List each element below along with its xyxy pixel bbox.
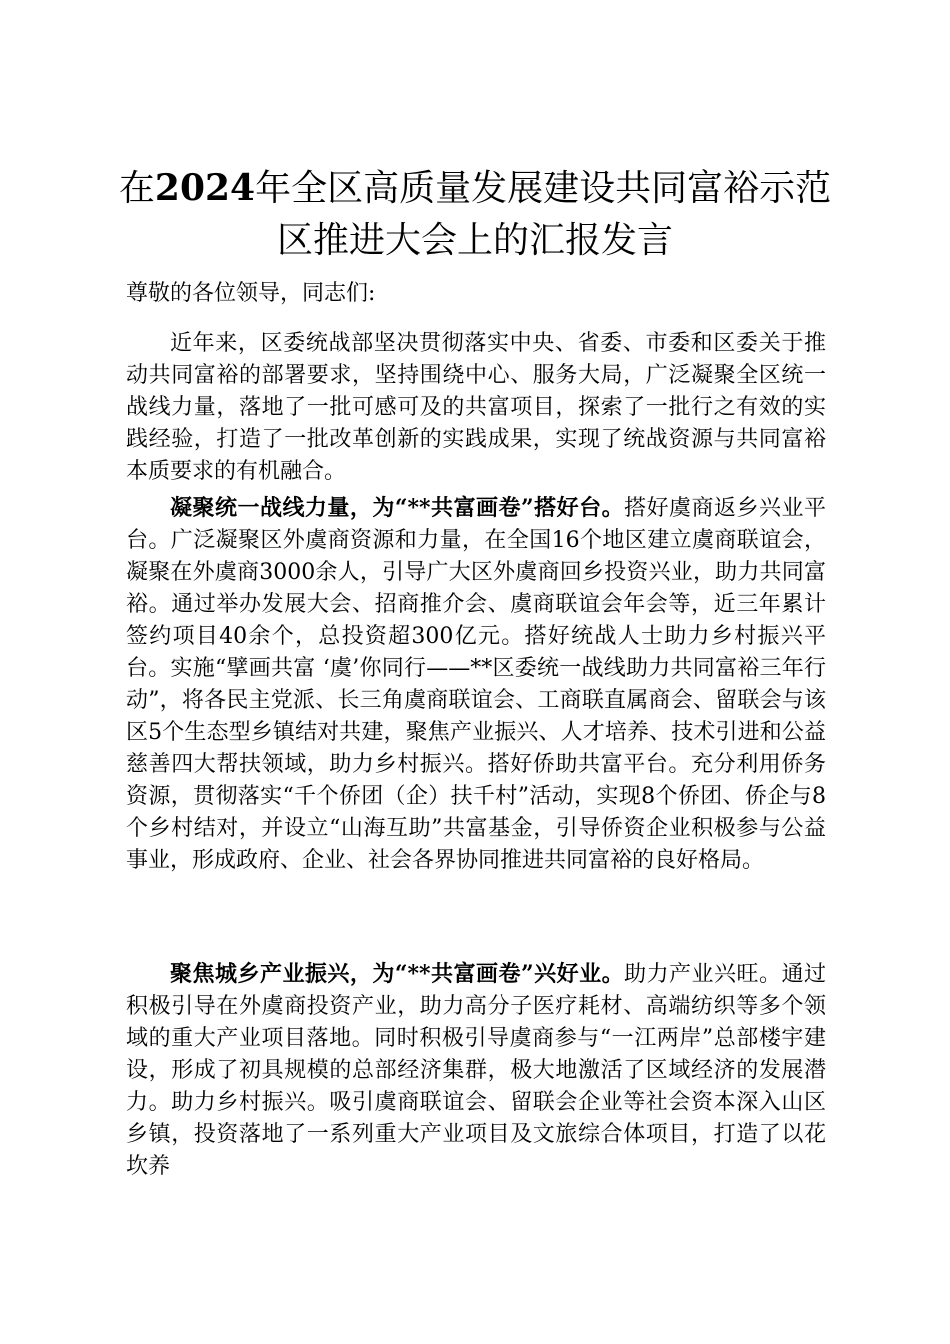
paragraph-body: 搭好虞商返乡兴业平台。广泛凝聚区外虞商资源和力量，在全国16个地区建立虞商联谊会，凝聚在外虞商3000余人，引导广大区外虞商回乡投资兴业，助力共同富裕。通过举办发展大会、招商推介会、虞商联谊会年会等，近三年累计签约项目40余个，总投资超300亿元。搭好统战人士助力乡村振兴平台。实施“擘画共富 ‘虞’你同行——**区委统一战线助力共同富裕三年行动”，将各民主党派、长三角虞商联谊会、工商联直属商会、留联会与该区5个生态型乡镇结对共建，聚焦产业振兴、人才培养、技术引进和公益慈善四大帮扶领域，助力乡村振兴。搭好侨助共富平台。充分利用侨务资源，贯彻落实“千个侨团（企）扶千村”活动，实现8个侨团、侨企与8个乡村结对，并设立“山海互助”共富基金，引导侨资企业积极参与公益事业，形成政府、企业、社会各界协同推进共同富裕的良好格局。	[126, 496, 826, 873]
paragraph-body: 近年来，区委统战部坚决贯彻落实中央、省委、市委和区委关于推动共同富裕的部署要求，坚持围绕中心、服务大局，广泛凝聚全区统一战线力量，落地了一批可感可及的共富项目，探索了一批行之有效的实践经验，打造了一批改革创新的实践成果，实现了统战资源与共同富裕本质要求的有机融合。	[126, 331, 826, 484]
paragraph-lead: 凝聚统一战线力量，为“**共富画卷”搭好台。	[170, 495, 625, 521]
document-title	[110, 162, 840, 267]
title-prefix: 在	[118, 168, 155, 209]
paragraph-industry	[126, 958, 826, 1183]
title-rest: 年全区高质量发展建设共同富裕示范区推进大会上的汇报发言	[255, 168, 832, 261]
paragraph-body: 助力产业兴旺。通过积极引导在外虞商投资产业，助力高分子医疗耗材、高端纺织等多个领域的重大产业项目落地。同时积极引导虞商参与“一江两岸”总部楼宇建设，形成了初具规模的总部经济集群，极大地激活了区域经济的发展潜力。助力乡村振兴。吸引虞商联谊会、留联会企业等社会资本深入山区乡镇，投资落地了一系列重大产业项目及文旅综合体项目，打造了以花坎养	[126, 962, 826, 1179]
paragraph-intro	[126, 328, 826, 488]
title-year: 2024	[154, 167, 256, 209]
salutation: 尊敬的各位领导，同志们:	[126, 281, 376, 306]
paragraph-platform	[126, 492, 826, 877]
paragraph-lead: 聚焦城乡产业振兴，为“**共富画卷”兴好业。	[170, 961, 625, 987]
